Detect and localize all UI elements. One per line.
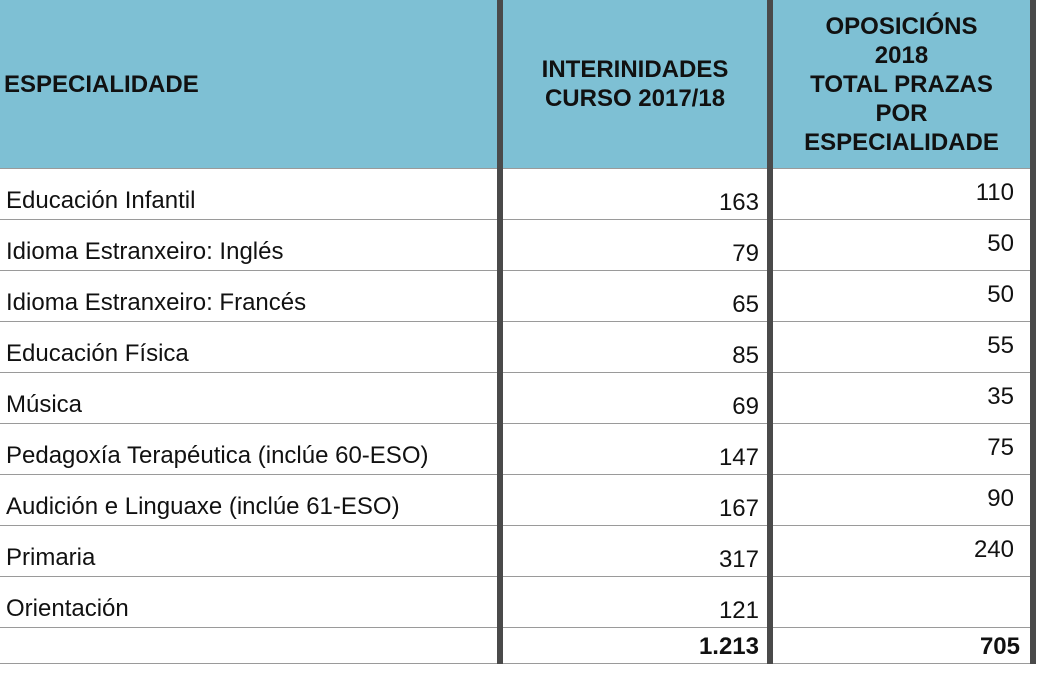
- cell-interinidades[interactable]: 317: [500, 526, 770, 577]
- cell-especialidade[interactable]: Educación Infantil: [0, 169, 500, 220]
- table-row: [0, 526, 1033, 577]
- cell-total-interinidades[interactable]: 1.213: [500, 628, 770, 664]
- table-row: [0, 373, 1033, 424]
- table-row: [0, 169, 1033, 220]
- header-especialidade-label: ESPECIALIDADE: [4, 70, 199, 98]
- cell-interinidades[interactable]: 79: [500, 220, 770, 271]
- cell-prazas[interactable]: 55: [770, 322, 1033, 373]
- cell-interinidades[interactable]: 65: [500, 271, 770, 322]
- cell-especialidade[interactable]: Música: [0, 373, 500, 424]
- table-row: [0, 271, 1033, 322]
- table-row: [0, 220, 1033, 271]
- cell-especialidade[interactable]: Pedagoxía Terapéutica (inclúe 60-ESO): [0, 424, 500, 475]
- cell-interinidades[interactable]: 85: [500, 322, 770, 373]
- cell-interinidades[interactable]: 167: [500, 475, 770, 526]
- cell-interinidades[interactable]: 121: [500, 577, 770, 628]
- table-row: [0, 424, 1033, 475]
- table-row: [0, 475, 1033, 526]
- cell-prazas[interactable]: [770, 577, 1033, 628]
- header-oposicions-line: OPOSICIÓNS: [825, 12, 978, 40]
- cell-prazas[interactable]: 75: [770, 424, 1033, 475]
- total-row: [0, 628, 1033, 664]
- cell-especialidade[interactable]: Audición e Linguaxe (inclúe 61-ESO): [0, 475, 500, 526]
- header-oposicions-line: 2018: [874, 41, 929, 69]
- cell-total-prazas[interactable]: 705: [770, 628, 1033, 664]
- header-oposicions-line: ESPECIALIDADE: [804, 128, 999, 156]
- cell-prazas[interactable]: 90: [770, 475, 1033, 526]
- table-row: [0, 577, 1033, 628]
- cell-interinidades[interactable]: 147: [500, 424, 770, 475]
- header-interinidades-line: CURSO 2017/18: [544, 85, 726, 112]
- header-especialidade[interactable]: [0, 0, 500, 169]
- cell-especialidade[interactable]: Educación Física: [0, 322, 500, 373]
- header-oposicions-line: POR: [875, 99, 928, 127]
- header-interinidades[interactable]: [500, 0, 770, 169]
- header-oposicions[interactable]: [770, 0, 1033, 169]
- cell-especialidade[interactable]: Primaria: [0, 526, 500, 577]
- cell-interinidades[interactable]: 163: [500, 169, 770, 220]
- cell-especialidade[interactable]: Orientación: [0, 577, 500, 628]
- cell-total-label[interactable]: [0, 628, 500, 664]
- header-interinidades-line: INTERINIDADES: [541, 56, 729, 83]
- header-row: [0, 0, 1033, 169]
- cell-especialidade[interactable]: Idioma Estranxeiro: Inglés: [0, 220, 500, 271]
- cell-prazas[interactable]: 240: [770, 526, 1033, 577]
- cell-interinidades[interactable]: 69: [500, 373, 770, 424]
- cell-prazas[interactable]: 35: [770, 373, 1033, 424]
- cell-especialidade[interactable]: Idioma Estranxeiro: Francés: [0, 271, 500, 322]
- cell-prazas[interactable]: 110: [770, 169, 1033, 220]
- cell-prazas[interactable]: 50: [770, 271, 1033, 322]
- table-row: [0, 322, 1033, 373]
- header-oposicions-line: TOTAL PRAZAS: [810, 70, 993, 98]
- cell-prazas[interactable]: 50: [770, 220, 1033, 271]
